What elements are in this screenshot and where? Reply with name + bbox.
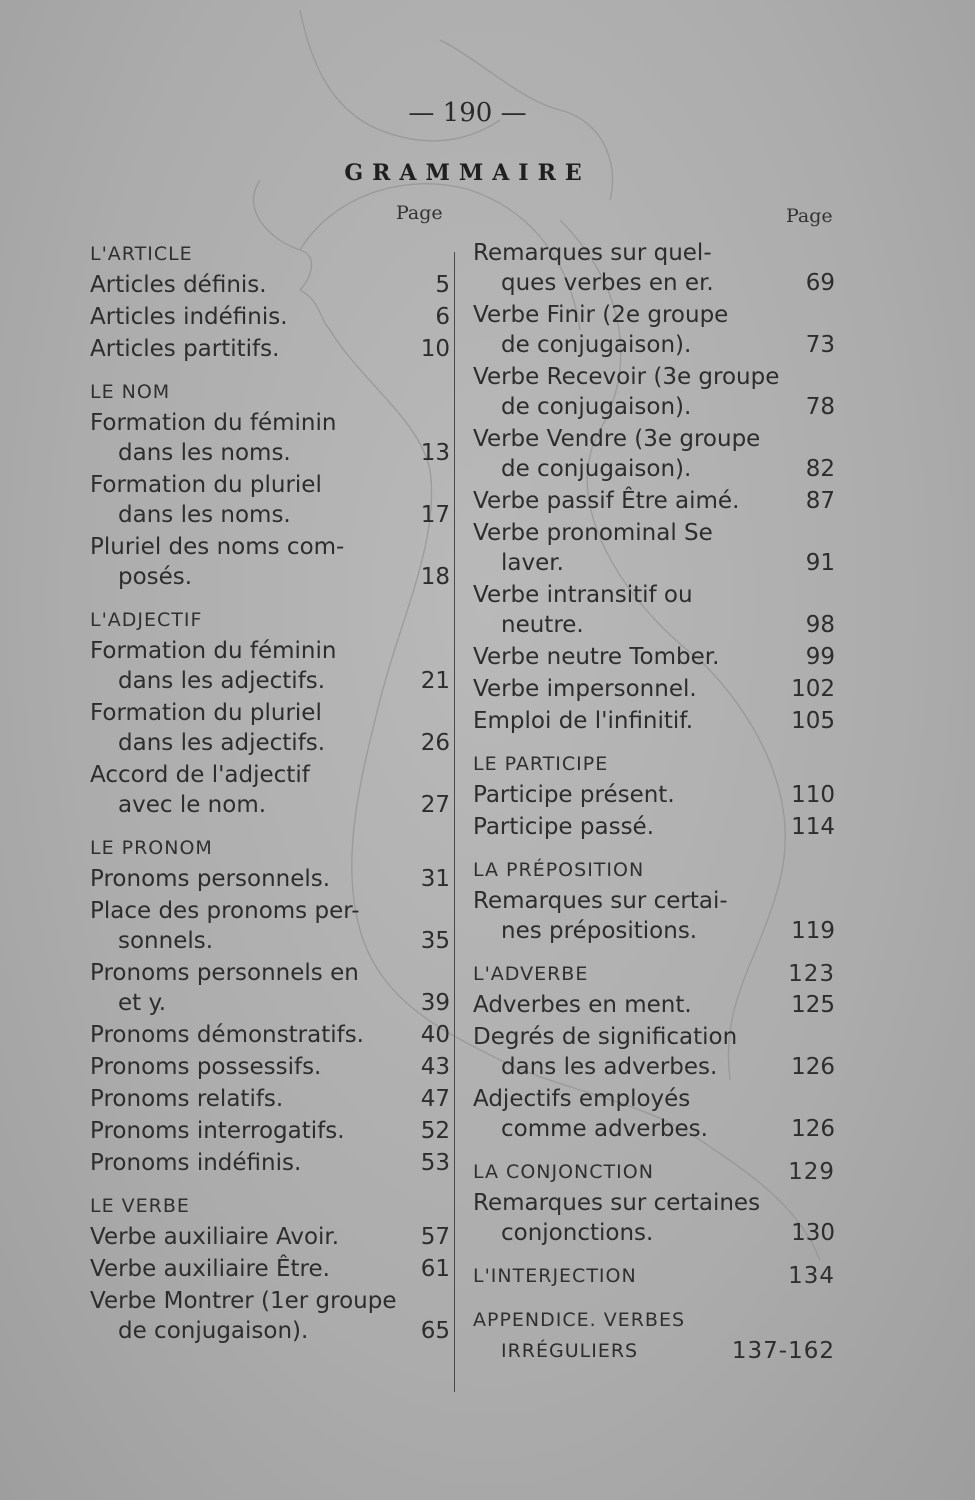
page-number: — 190 — — [408, 98, 527, 128]
toc-page-number: 65 — [420, 1318, 450, 1344]
toc-entry — [473, 424, 835, 484]
section-heading — [90, 376, 450, 408]
toc-page-number: 126 — [791, 1116, 835, 1142]
toc-entry — [90, 470, 450, 530]
toc-entry — [90, 1286, 450, 1346]
toc-entry — [473, 990, 835, 1020]
toc-entry-text: ques verbes en er. — [501, 270, 714, 296]
toc-entry-text: de conjugaison). — [501, 394, 692, 420]
toc-entry-text: Remarques sur certai- — [473, 888, 728, 914]
toc-entry-text: Participe passé. — [473, 814, 655, 840]
toc-entry-text: comme adverbes. — [501, 1116, 708, 1142]
toc-entry — [90, 270, 450, 300]
toc-entry-text: Verbe intransitif ou — [473, 582, 693, 608]
toc-entry-text: Pronoms personnels. — [90, 866, 331, 892]
toc-entry-text: Pronoms indéfinis. — [90, 1150, 302, 1176]
toc-entry — [90, 1020, 450, 1050]
toc-page-number: 47 — [420, 1086, 450, 1112]
toc-page-number: 119 — [791, 918, 835, 944]
toc-page-number: 52 — [420, 1118, 450, 1144]
toc-entry — [473, 642, 835, 672]
toc-entry-text: avec le nom. — [118, 792, 267, 818]
toc-entry-text: Verbe Finir (2e groupe — [473, 302, 729, 328]
section-heading — [90, 1190, 450, 1222]
toc-entry-text: Articles indéfinis. — [90, 304, 288, 330]
toc-entry-text: Pronoms relatifs. — [90, 1086, 284, 1112]
toc-entry-text: Articles définis. — [90, 272, 267, 298]
toc-entry — [473, 1188, 835, 1248]
section-page-number: 123 — [788, 961, 835, 987]
toc-page-number: 21 — [420, 668, 450, 694]
section-page-number: 129 — [788, 1159, 835, 1185]
section-heading-text: L'INTERJECTION — [473, 1265, 637, 1287]
toc-page-number: 39 — [420, 990, 450, 1016]
toc-entry-text: neutre. — [501, 612, 584, 638]
toc-entry-text: sonnels. — [118, 928, 214, 954]
toc-entry — [90, 532, 450, 592]
toc-entry-text: Remarques sur certaines — [473, 1190, 761, 1216]
toc-entry — [90, 1148, 450, 1178]
toc-page-number: 43 — [420, 1054, 450, 1080]
toc-page-number: 13 — [420, 440, 450, 466]
toc-page-number: 5 — [435, 272, 450, 298]
toc-entry-text: dans les adjectifs. — [118, 730, 326, 756]
toc-entry — [90, 636, 450, 696]
toc-entry-text: conjonctions. — [501, 1220, 654, 1246]
toc-entry-text: laver. — [501, 550, 564, 576]
toc-entry-text: Verbe Montrer (1er groupe — [90, 1288, 397, 1314]
toc-page-number: 82 — [805, 456, 835, 482]
section-heading — [473, 1304, 835, 1336]
toc-page-number: 73 — [805, 332, 835, 358]
toc-entry-text: de conjugaison). — [501, 456, 692, 482]
toc-entry-text: Formation du pluriel — [90, 472, 322, 498]
toc-entry-text: nes prépositions. — [501, 918, 698, 944]
toc-entry-text: Verbe pronominal Se — [473, 520, 713, 546]
section-heading — [90, 832, 450, 864]
left-page-column-header: Page — [396, 202, 443, 224]
toc-entry-text: Degrés de signification — [473, 1024, 738, 1050]
toc-page-number: 114 — [791, 814, 835, 840]
toc-page-number: 102 — [791, 676, 835, 702]
toc-entry-text: Pronoms interrogatifs. — [90, 1118, 345, 1144]
toc-entry-text: Pronoms démonstratifs. — [90, 1022, 364, 1048]
toc-entry — [90, 958, 450, 1018]
toc-entry-text: Verbe neutre Tomber. — [473, 644, 720, 670]
toc-entry-text: Emploi de l'infinitif. — [473, 708, 694, 734]
toc-page-number: 130 — [791, 1220, 835, 1246]
toc-entry-text: dans les noms. — [118, 502, 291, 528]
toc-page-number: 91 — [805, 550, 835, 576]
toc-page-number: 6 — [435, 304, 450, 330]
toc-entry — [473, 886, 835, 946]
section-heading-text: LE PARTICIPE — [473, 753, 609, 775]
page-title: GRAMMAIRE — [344, 160, 591, 186]
toc-entry — [90, 698, 450, 758]
toc-entry-text: Verbe Recevoir (3e groupe — [473, 364, 780, 390]
toc-entry-text: IRRÉGULIERS — [501, 1340, 639, 1362]
section-heading-text: APPENDICE. VERBES — [473, 1309, 686, 1331]
right-toc-column — [473, 238, 835, 1368]
toc-page-number: 99 — [805, 644, 835, 670]
toc-page-number: 35 — [420, 928, 450, 954]
toc-entry — [90, 896, 450, 956]
toc-page-number: 27 — [420, 792, 450, 818]
toc-entry-text: Verbe auxiliaire Être. — [90, 1256, 330, 1282]
left-toc-column — [90, 238, 450, 1348]
toc-page-number: 40 — [420, 1022, 450, 1048]
toc-entry — [473, 812, 835, 842]
section-heading-text: L'ADVERBE — [473, 963, 589, 985]
toc-entry-text: Verbe auxiliaire Avoir. — [90, 1224, 340, 1250]
toc-entry-text: Verbe passif Être aimé. — [473, 488, 740, 514]
toc-entry — [473, 780, 835, 810]
toc-entry — [90, 1052, 450, 1082]
toc-entry-text: Adjectifs employés — [473, 1086, 691, 1112]
toc-page-number: 78 — [805, 394, 835, 420]
section-heading-text: L'ADJECTIF — [90, 609, 203, 631]
toc-entry — [473, 706, 835, 736]
toc-entry — [90, 1254, 450, 1284]
toc-page-number: 105 — [791, 708, 835, 734]
section-heading-text: LA PRÉPOSITION — [473, 859, 645, 881]
toc-page-number: 17 — [420, 502, 450, 528]
toc-entry — [473, 486, 835, 516]
section-heading-text: LA CONJONCTION — [473, 1161, 654, 1183]
right-page-column-header: Page — [786, 205, 833, 227]
toc-entry-text: Formation du féminin — [90, 410, 337, 436]
toc-entry-text: Articles partitifs. — [90, 336, 280, 362]
section-heading-text: LE VERBE — [90, 1195, 190, 1217]
section-page-number: 134 — [788, 1263, 835, 1289]
toc-page-number: 26 — [420, 730, 450, 756]
section-heading — [90, 604, 450, 636]
toc-entry — [90, 302, 450, 332]
toc-entry — [90, 334, 450, 364]
toc-entry-text: de conjugaison). — [118, 1318, 309, 1344]
toc-entry-text: Pluriel des noms com- — [90, 534, 345, 560]
toc-entry-text: dans les adjectifs. — [118, 668, 326, 694]
toc-page-number: 53 — [420, 1150, 450, 1176]
toc-page-number: 98 — [805, 612, 835, 638]
toc-entry-text: de conjugaison). — [501, 332, 692, 358]
toc-page-number: 10 — [420, 336, 450, 362]
toc-entry-text: Accord de l'adjectif — [90, 762, 310, 788]
toc-entry — [473, 1336, 835, 1366]
toc-entry — [90, 864, 450, 894]
toc-entry-text: et y. — [118, 990, 167, 1016]
toc-entry — [473, 674, 835, 704]
toc-entry — [90, 760, 450, 820]
toc-entry-text: Place des pronoms per- — [90, 898, 360, 924]
toc-entry-text: Verbe impersonnel. — [473, 676, 697, 702]
section-heading-text: LE PRONOM — [90, 837, 213, 859]
toc-page-number: 125 — [791, 992, 835, 1018]
toc-page-number: 61 — [420, 1256, 450, 1282]
section-heading — [473, 748, 835, 780]
toc-entry-text: dans les noms. — [118, 440, 291, 466]
section-heading — [90, 238, 450, 270]
toc-entry-text: Pronoms possessifs. — [90, 1054, 322, 1080]
toc-entry — [90, 1116, 450, 1146]
section-heading — [473, 958, 835, 990]
toc-entry-text: Formation du pluriel — [90, 700, 322, 726]
toc-entry — [473, 362, 835, 422]
toc-entry — [473, 238, 835, 298]
section-heading — [473, 854, 835, 886]
toc-entry — [90, 1084, 450, 1114]
toc-page-number: 57 — [420, 1224, 450, 1250]
toc-entry-text: Verbe Vendre (3e groupe — [473, 426, 761, 452]
toc-entry-text: Pronoms personnels en — [90, 960, 359, 986]
section-heading-text: LE NOM — [90, 381, 171, 403]
toc-entry — [90, 408, 450, 468]
toc-entry-text: dans les adverbes. — [501, 1054, 718, 1080]
toc-entry — [90, 1222, 450, 1252]
toc-entry — [473, 300, 835, 360]
toc-page-number: 31 — [420, 866, 450, 892]
toc-page-number: 126 — [791, 1054, 835, 1080]
toc-page-number: 69 — [805, 270, 835, 296]
toc-entry-text: Adverbes en ment. — [473, 992, 692, 1018]
section-heading-text: L'ARTICLE — [90, 243, 193, 265]
toc-entry — [473, 580, 835, 640]
toc-page-number: 18 — [420, 564, 450, 590]
toc-entry — [473, 518, 835, 578]
toc-page-number: 87 — [805, 488, 835, 514]
toc-entry-text: Participe présent. — [473, 782, 675, 808]
toc-entry — [473, 1084, 835, 1144]
section-heading — [473, 1156, 835, 1188]
toc-entry-text: posés. — [118, 564, 193, 590]
toc-entry-text: Formation du féminin — [90, 638, 337, 664]
toc-page-number: 110 — [791, 782, 835, 808]
column-divider — [454, 252, 455, 1392]
section-heading — [473, 1260, 835, 1292]
toc-page-number: 137-162 — [731, 1338, 835, 1364]
toc-entry-text: Remarques sur quel- — [473, 240, 712, 266]
toc-entry — [473, 1022, 835, 1082]
